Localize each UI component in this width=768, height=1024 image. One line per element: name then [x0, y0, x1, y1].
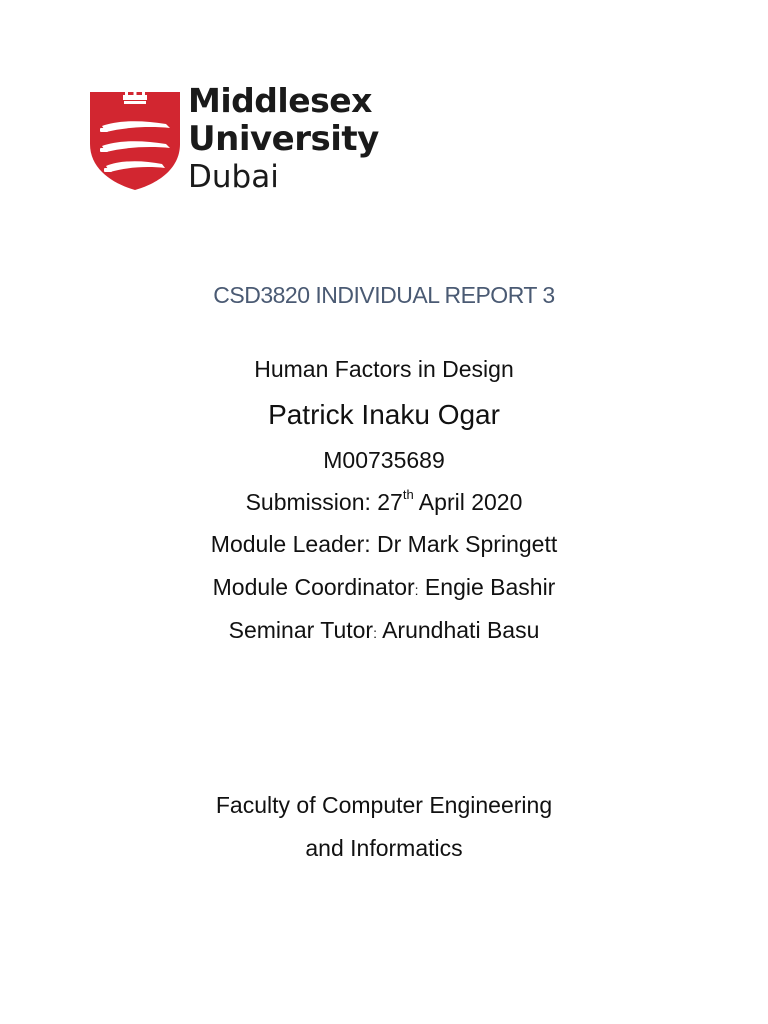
module-coordinator: [0, 574, 768, 601]
student-id: M00735689: [323, 447, 445, 473]
coordinator-label: Module Coordinator: [212, 574, 415, 600]
coordinator-colon: :: [414, 582, 419, 598]
module-leader: Module Leader: Dr Mark Springett: [210, 531, 558, 557]
logo-line-3: Dubai: [188, 159, 279, 195]
tutor-colon: :: [373, 625, 377, 641]
faculty-line-1: Faculty of Computer Engineering: [215, 792, 553, 818]
university-logo: [90, 84, 379, 195]
seminar-tutor: [0, 617, 768, 644]
submission-label: Submission: 27: [245, 489, 403, 515]
coordinator-name: Engie Bashir: [418, 574, 556, 600]
logo-line-1: Middlesex: [188, 84, 372, 114]
author-name: Patrick Inaku Ogar: [268, 399, 500, 430]
report-subtitle: Human Factors in Design: [254, 356, 514, 382]
submission-date: [0, 489, 768, 516]
logo-line-2: University: [188, 119, 379, 159]
logo-wordmark: [188, 84, 379, 193]
tutor-label: Seminar Tutor: [228, 617, 374, 643]
submission-superscript: th: [402, 487, 414, 502]
tutor-name: Arundhati Basu: [376, 617, 540, 643]
submission-rest: April 2020: [413, 489, 523, 515]
report-code: CSD3820 INDIVIDUAL REPORT 3: [213, 282, 555, 308]
university-shield-icon: [90, 92, 180, 190]
faculty-line-2: and Informatics: [305, 835, 463, 861]
